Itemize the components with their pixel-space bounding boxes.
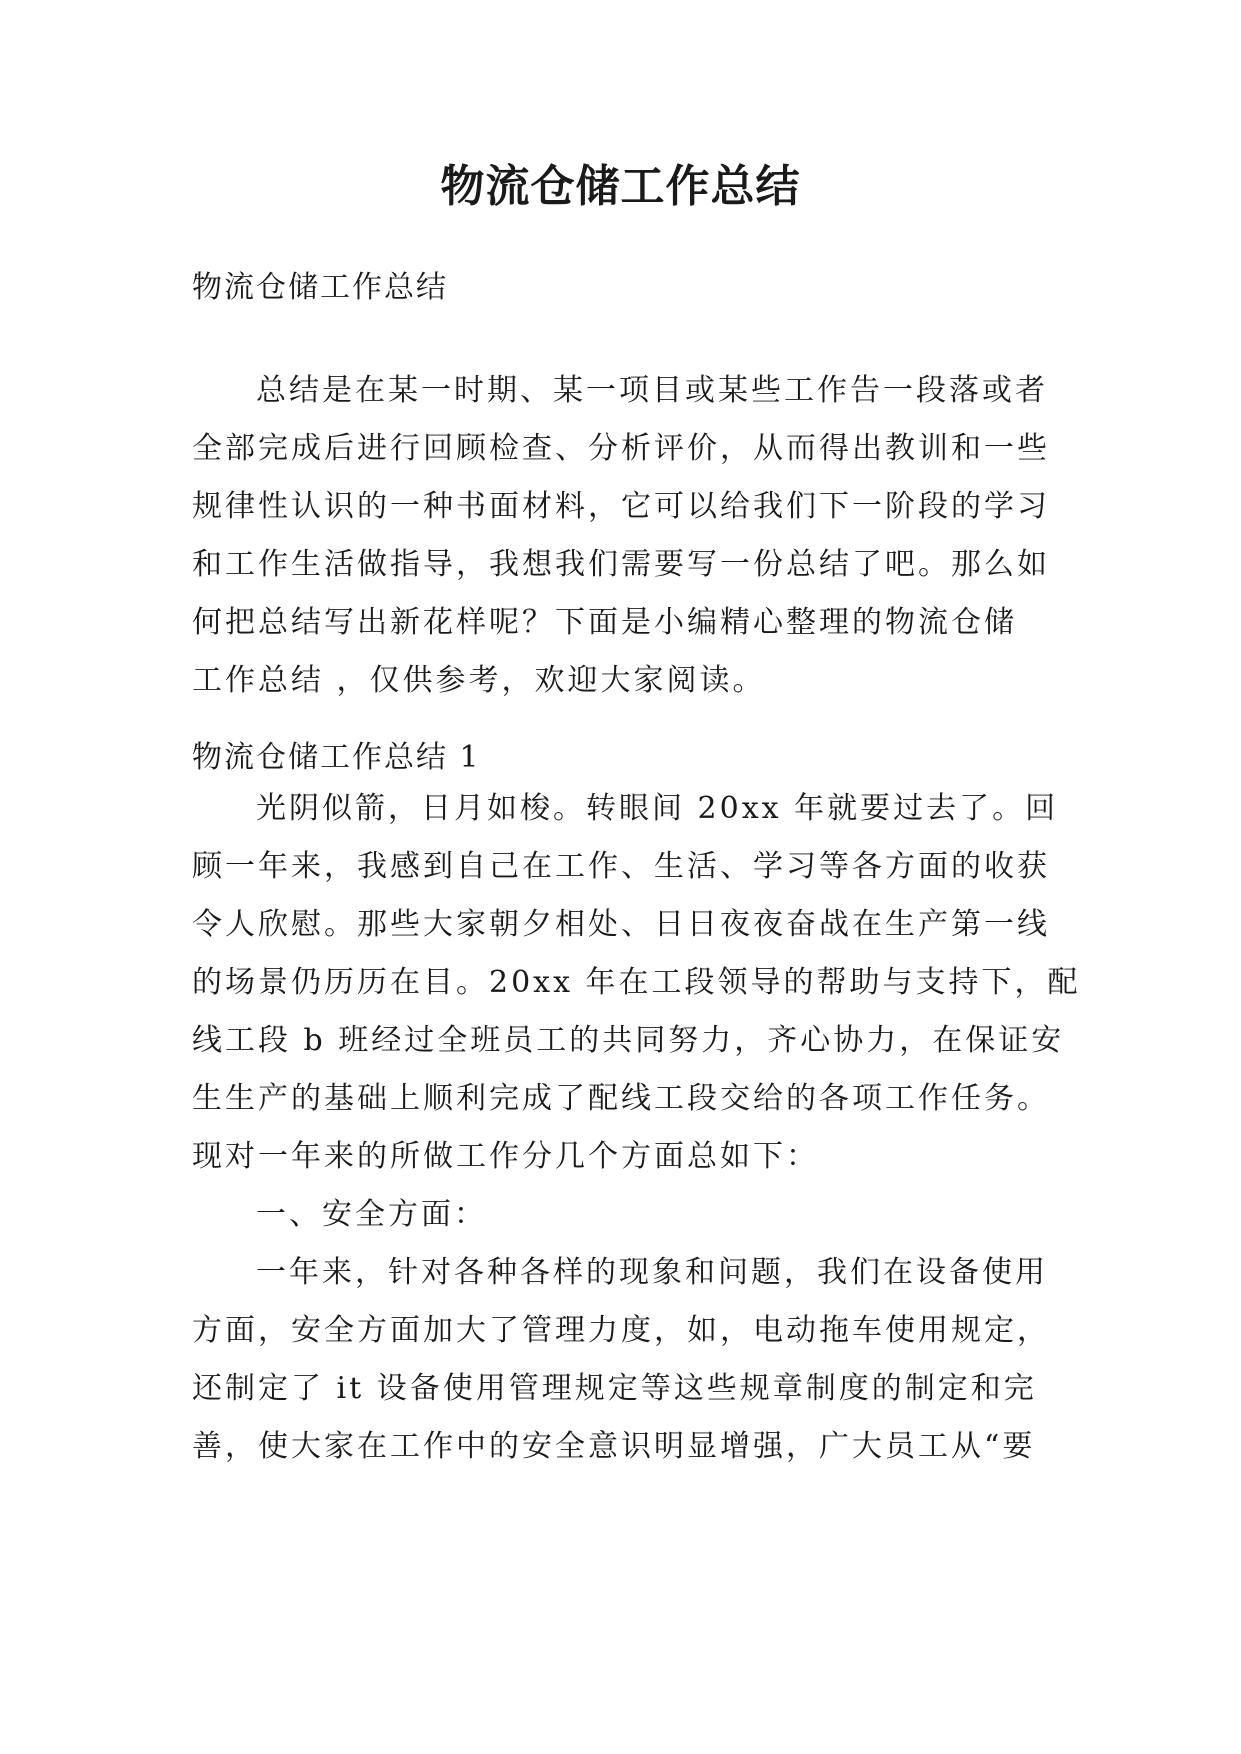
paragraph-line: 善，使大家在工作中的安全意识明显增强，广大员工从“要: [192, 1429, 1036, 1464]
paragraph-line: 顾一年来，我感到自己在工作、生活、学习等各方面的收获: [192, 849, 1050, 884]
paragraph-line: 现对一年来的所做工作分几个方面总如下：: [192, 1139, 819, 1174]
paragraph-line: 和工作生活做指导，我想我们需要写一份总结了吧。那么如: [192, 547, 1050, 582]
paragraph-line: 生生产的基础上顺利完成了配线工段交给的各项工作任务。: [192, 1081, 1050, 1116]
paragraph-line: 工作总结 ，仅供参考，欢迎大家阅读。: [192, 663, 766, 698]
document-subtitle: 物流仓储工作总结: [192, 270, 448, 305]
intro-paragraph: [192, 362, 1052, 710]
paragraph-line: 总结是在某一时期、某一项目或某些工作告一段落或者: [256, 373, 1048, 408]
paragraph-line: 光阴似箭，日月如梭。转眼间 20xx 年就要过去了。回: [256, 791, 1059, 826]
paragraph-line: 全部完成后进行回顾检查、分析评价，从而得出教训和一些: [192, 431, 1050, 466]
section-1-heading: 物流仓储工作总结 1: [192, 740, 481, 775]
paragraph-line: 一年来，针对各种各样的现象和问题，我们在设备使用: [256, 1255, 1048, 1290]
document-title: 物流仓储工作总结: [440, 161, 801, 212]
paragraph-line: 规律性认识的一种书面材料，它可以给我们下一阶段的学习: [192, 489, 1050, 524]
paragraph-line: 还制定了 it 设备使用管理规定等这些规章制度的制定和完: [192, 1371, 1037, 1406]
paragraph-line: 何把总结写出新花样呢？下面是小编精心整理的物流仓储: [192, 605, 1017, 640]
paragraph-line: 线工段 b 班经过全班员工的共同努力，齐心协力，在保证安: [192, 1023, 1065, 1058]
paragraph-line: 的场景仍历历在目。20xx 年在工段领导的帮助与支持下，配: [192, 965, 1081, 1000]
safety-section: [192, 1186, 1052, 1476]
paragraph-line: 令人欣慰。那些大家朝夕相处、日日夜夜奋战在生产第一线: [192, 907, 1050, 942]
paragraph-line: 方面，安全方面加大了管理力度，如，电动拖车使用规定，: [192, 1313, 1050, 1348]
safety-heading: 一、安全方面：: [256, 1197, 487, 1232]
section-1-paragraph: [192, 780, 1081, 1186]
